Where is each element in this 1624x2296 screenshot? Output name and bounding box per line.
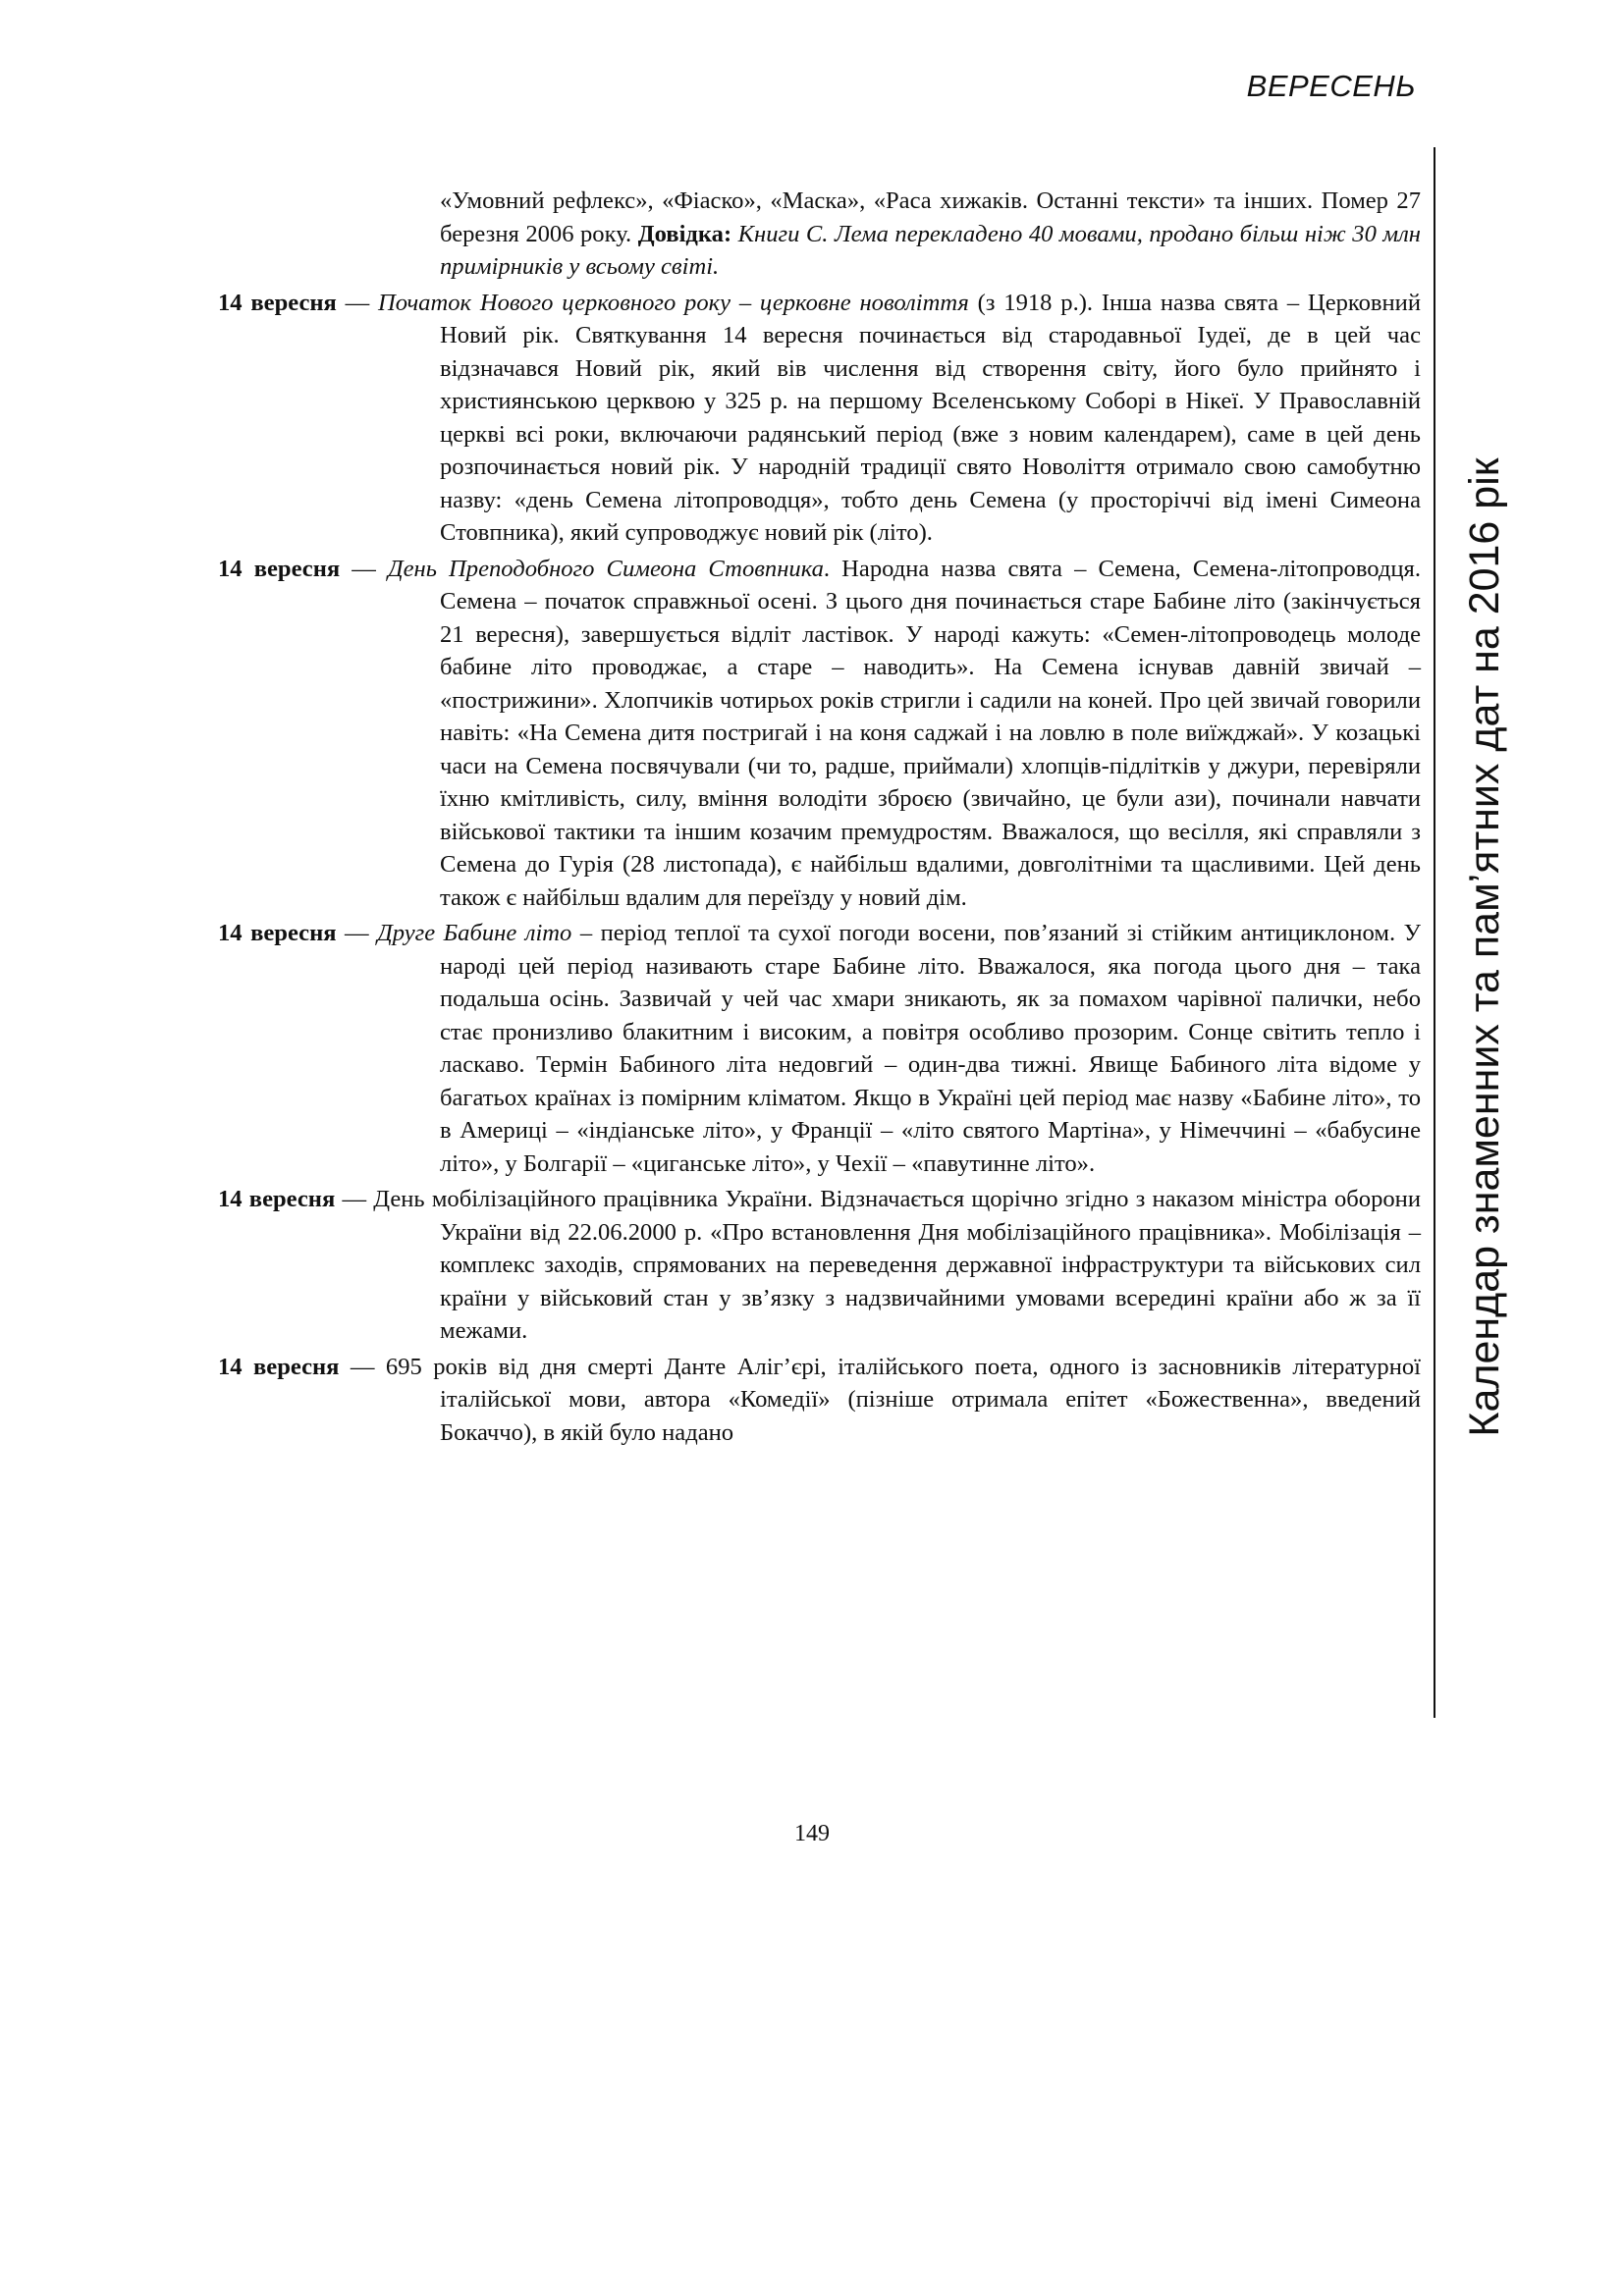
entry-dash: — (335, 1186, 374, 1212)
entry-date: 14 вересня (218, 289, 337, 316)
running-header: ВЕРЕСЕНЬ (1246, 69, 1416, 103)
note-label: Довідка: (637, 220, 732, 247)
side-title: Календар знаменних та пам’ятних дат на 2016 рік (1461, 457, 1508, 1437)
page-number: 149 (794, 1821, 830, 1846)
entry-text: 695 років від дня смерті Данте Аліг’єрі, італійського поета, одного із засновників літературної італійської мови, автора «Комедії» (пізніше отримала епітет «Божественна», введений Бокаччо), в якій було надано (385, 1353, 1421, 1446)
intro-paragraph (440, 185, 1421, 284)
entry-title: Друге Бабине літо (377, 920, 572, 946)
note-text: Книги С. Лема перекладено 40 мовами, продано більш ніж 30 млн примірників у всьому світі. (440, 220, 1421, 280)
entry (218, 917, 1421, 1180)
entry-text: (з 1918 р.). Інша назва свята – Церковний Новий рік. Святкування 14 вересня починається від стародавньої Іудеї, де в цей час відзначався Новий рік, який вів числення від створення світу, його було прийнято і християнською церквою у 325 р. на першому Вселенському Соборі в Нікеї. У Православній церкві всі роки, включаючи радянський період (вже з новим календарем), саме в цей день розпочинається новий рік. У народній традиції свято Новоліття отримало свою самобутню назву: «день Семена літопроводця», тобто день Семена (у просторіччі від імені Симеона Стовпника), який супроводжує новий рік (літо). (440, 289, 1422, 546)
entry-dash: — (336, 289, 379, 316)
entry-date: 14 вересня (218, 920, 337, 946)
entry-date: 14 вересня (218, 555, 341, 582)
entry-date: 14 вересня (218, 1353, 340, 1380)
page-content (218, 185, 1421, 1449)
entry-dash: — (340, 555, 388, 582)
entry-dash: — (336, 920, 378, 946)
entry-text: . Народна назва свята – Семена, Семена-літопроводця. Семена – початок справжньої осені. З цього дня починається старе Бабине літо (закінчується 21 вересня), завершується відліт ластівок. У народі кажуть: «Семен-літопроводець молоде бабине літо проводжає, а старе – наводить». На Семена існував давній звичай – «пострижини». Хлопчиків чотирьох років стригли і садили на коней. Про цей звичай говорили навіть: «На Семена дитя постригай і на коня саджай і на ловлю в поле виїжджай». У козацькі часи на Семена посвячували (чи то, радше, приймали) хлопців-підлітків у джури, перевіряли їхню кмітливість, силу, вміння володіти зброєю (звичайно, це були ази), починали навчати військової тактики та іншим козачим премудростям. Вважалося, що весілля, які справляли з Семена до Гурія (28 листопада), є найбільш вдалими, довголітніми та щасливими. Цей день також є найбільш вдалим для переїзду у новий дім. (440, 555, 1422, 911)
entry (218, 1183, 1421, 1348)
entry-dash: — (339, 1353, 386, 1380)
side-rule (1434, 147, 1435, 1718)
intro-text: «Умовний рефлекс», «Фіаско», «Маска», «Раса хижаків. Останні тексти» та інших. Помер 27 березня 2006 року. (440, 187, 1421, 247)
entry-text: День мобілізаційного працівника України. Відзначається щорічно згідно з наказом міністра оборони України від 22.06.2000 р. «Про встановлення Дня мобілізаційного працівника». Мобілізація – комплекс заходів, спрямованих на переведення державної інфраструктури та військових сил країни у військовий стан у зв’язку з надзвичайними умовами всередині країни або ж за її межами. (373, 1186, 1421, 1344)
entry (218, 1351, 1421, 1450)
entry (218, 553, 1421, 915)
entry (218, 287, 1421, 550)
entry-text: – період теплої та сухої погоди восени, пов’язаний зі стійким антициклоном. У народі цей період називають старе Бабине літо. Вважалося, яка погода цього дня – така подальша осінь. Зазвичай у чей час хмари зникають, як за помахом чарівної палички, небо стає пронизливо блакитним і високим, а повітря особливо прозорим. Сонце світить тепло і ласкаво. Термін Бабиного літа недовгий – один-два тижні. Явище Бабиного літа відоме у багатьох країнах із помірним кліматом. Якщо в Україні цей період має назву «Бабине літо», то в Америці – «індіанське літо», у Франції – «літо святого Мартіна», у Німеччині – «бабусине літо», у Болгарії – «циганське літо», у Чехії – «павутинне літо». (440, 920, 1421, 1177)
entry-title: Початок Нового церковного року – церковне новоліття (378, 289, 969, 316)
entry-title: День Преподобного Симеона Стовпника (387, 555, 824, 582)
entry-date: 14 вересня (218, 1186, 336, 1212)
